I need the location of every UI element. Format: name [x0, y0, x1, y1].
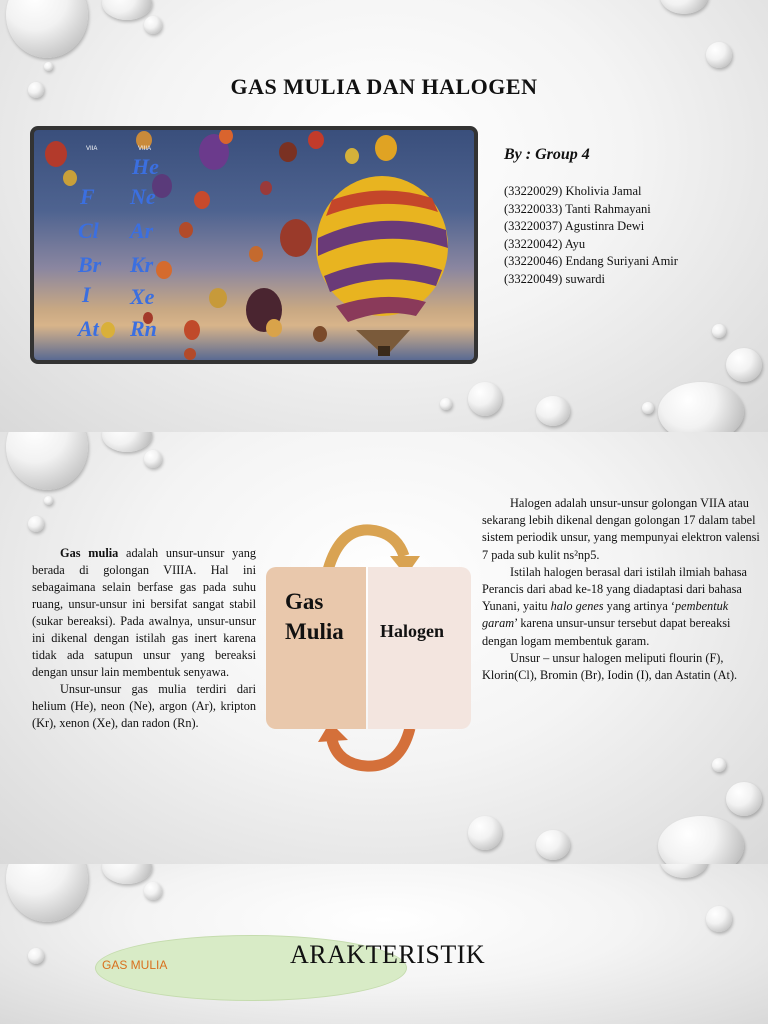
water-drop	[660, 0, 708, 14]
water-drop	[102, 0, 152, 20]
element-symbol: Rn	[130, 316, 157, 341]
member-item: (33220042) Ayu	[504, 236, 586, 251]
element-symbol: At	[78, 316, 99, 341]
water-drop	[102, 432, 152, 452]
water-drop	[44, 62, 53, 71]
water-drop	[712, 758, 726, 772]
halogen-box	[368, 567, 471, 729]
hot-air-balloons-image	[30, 126, 478, 364]
halogen-paragraph-3: Unsur – unsur halogen meliputi flourin (F), Klorin(Cl), Bromin (Br), Iodin (I), dan Astatin (At).	[482, 650, 738, 683]
water-drop	[536, 830, 570, 860]
water-drop	[144, 882, 162, 900]
element-symbol: Cl	[78, 218, 99, 243]
element-symbol: I	[82, 282, 91, 307]
gas-mulia-description	[32, 545, 256, 732]
balloons-illustration	[34, 130, 474, 360]
ellipse-label: GAS MULIA	[102, 958, 168, 972]
gas-mulia-box-label: Gas Mulia	[285, 589, 344, 644]
water-drop	[726, 348, 762, 382]
italic-term: halo genes	[550, 599, 604, 614]
slide-title-heading: GAS MULIA DAN HALOGEN	[230, 74, 538, 99]
characteristics-heading: ARAKTERISTIK	[290, 940, 486, 969]
water-drop	[6, 0, 88, 58]
halogen-description	[482, 495, 760, 684]
water-drop	[642, 402, 654, 414]
halogen-paragraph-1: Halogen adalah unsur-unsur golongan VIIA atau sekarang lebih dikenal dengan golongan 17 dalam tabel sistem periodik unsur, yang mempunyai elektron valensi 7 pada sub kulit ns²np5.	[482, 496, 760, 562]
water-drop	[658, 382, 744, 432]
periodic-labels	[76, 146, 159, 341]
water-drop	[102, 864, 152, 884]
water-drop	[44, 496, 53, 505]
element-symbol: Br	[78, 252, 102, 277]
element-symbol: Ne	[130, 184, 156, 209]
water-drop	[468, 382, 502, 416]
water-drop	[468, 816, 502, 850]
col-left-header: VIIA	[86, 146, 98, 152]
water-drop	[28, 948, 44, 964]
col-right-header: VIIIA	[138, 146, 152, 152]
water-drop	[440, 398, 452, 410]
slide-title	[0, 0, 768, 432]
element-symbol: He	[132, 154, 159, 179]
text-run: ’ karena unsur-unsur tersebut dapat bereaksi dengan logam membentuk garam.	[482, 616, 731, 648]
member-list	[504, 183, 678, 289]
water-drop	[658, 816, 744, 864]
water-drop	[28, 516, 44, 532]
element-symbol: Kr	[130, 252, 154, 277]
water-drop	[712, 324, 726, 338]
element-symbol: Ar	[130, 218, 154, 243]
text-run: Istilah halogen berasal dari istilah ilmiah bahasa Perancis dari abad ke-18 yang diadaptasi dari bahasa Yunani, yaitu	[482, 564, 747, 614]
water-drop	[660, 864, 708, 878]
text-run: yang artinya ‘	[603, 599, 675, 614]
member-item: (33220046) Endang Suriyani Amir	[504, 254, 678, 269]
member-item: (33220037) Agustinra Dewi	[504, 219, 645, 234]
halogen-box-label: Halogen	[380, 621, 445, 641]
water-drop	[144, 450, 162, 468]
element-symbol: F	[80, 184, 95, 209]
water-drop	[144, 16, 162, 34]
gas-mulia-term: Gas mulia	[60, 546, 119, 560]
water-drop	[6, 864, 88, 922]
gas-mulia-paragraph	[32, 545, 256, 681]
water-drop	[6, 432, 88, 490]
halogen-paragraph-2	[482, 564, 760, 650]
group-label: By : Group 4	[504, 146, 590, 163]
gas-mulia-definition: adalah unsur-unsur yang berada di golongan VIIIA. Hal ini sebagaimana selain berfase gas pada suhu ruang, unsur-unsur ini bersifat sangat stabil (sukar bereaksi). Pada awalnya, unsur-unsur ini dikenal dengan istilah gas inert karena tidak ada satupun unsur yang bereaksi dengan unsur lain membentuk senyawa.	[32, 546, 257, 679]
water-drop	[726, 782, 762, 816]
water-drop	[706, 906, 732, 932]
gas-mulia-box	[266, 567, 366, 729]
member-item: (33220029) Kholivia Jamal	[504, 184, 642, 198]
member-item: (33220049) suwardi	[504, 271, 606, 286]
italic-term: pembentuk garam	[482, 599, 729, 631]
water-drop	[536, 396, 570, 426]
element-symbol: Xe	[130, 284, 155, 309]
large-balloon	[316, 176, 448, 356]
water-drop	[706, 42, 732, 68]
gas-mulia-elements: Unsur-unsur gas mulia terdiri dari helium (He), neon (Ne), argon (Ar), kripton (Kr), xenon (Xe), dan radon (Rn).	[32, 682, 256, 730]
member-item: (33220033) Tanti Rahmayani	[504, 201, 651, 216]
